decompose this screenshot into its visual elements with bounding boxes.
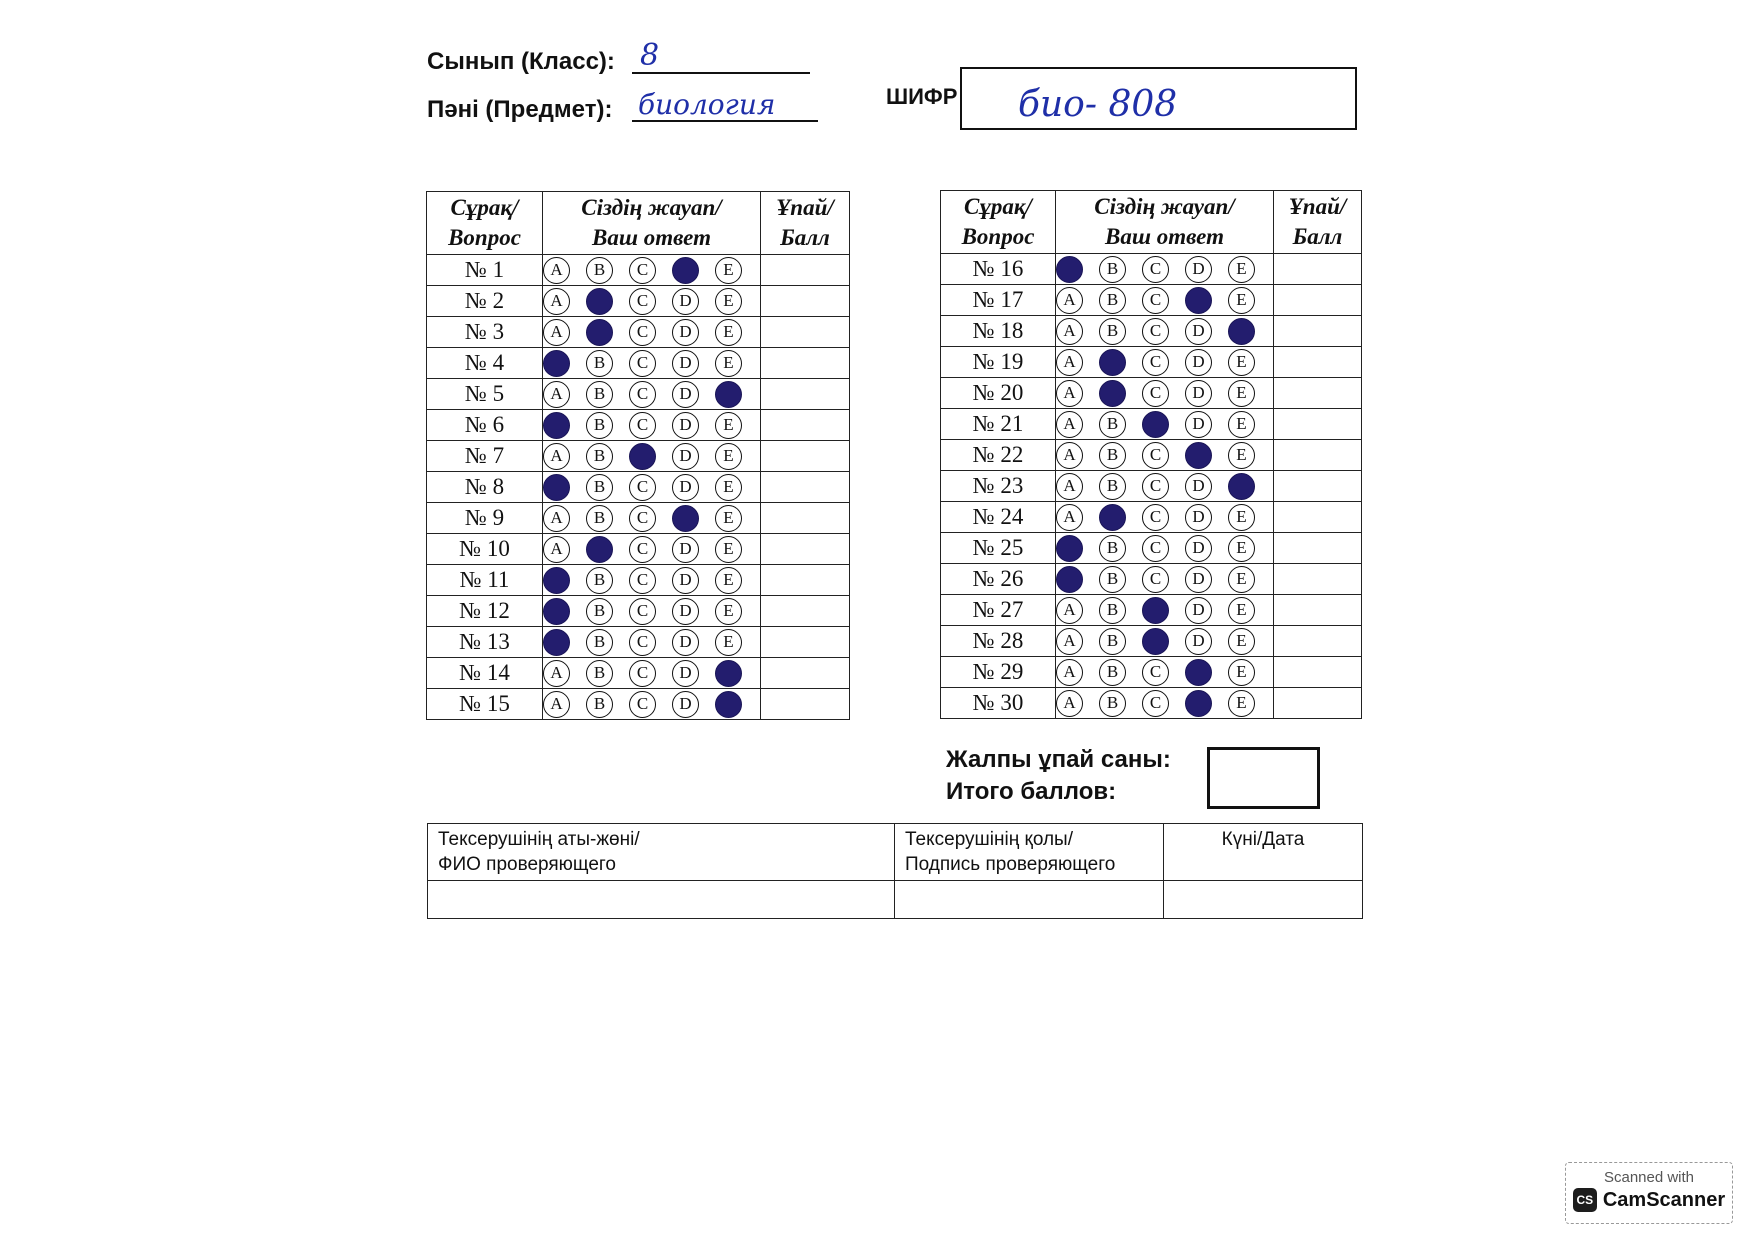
answer-bubble-c[interactable]: C	[629, 288, 656, 315]
table-row	[941, 502, 1362, 533]
table-row	[427, 472, 850, 503]
answer-bubble-a[interactable]: A	[1056, 690, 1083, 717]
question-number: № 13	[427, 627, 543, 658]
answer-bubble-d[interactable]: D	[1185, 411, 1212, 438]
answer-bubble-c[interactable]: C	[629, 691, 656, 718]
answer-bubble-c[interactable]	[1142, 411, 1169, 438]
table-row	[941, 409, 1362, 440]
answer-options	[1056, 564, 1274, 595]
answer-bubble-b[interactable]: B	[586, 350, 613, 377]
score-cell[interactable]	[761, 596, 850, 627]
answer-bubble-d[interactable]: D	[672, 350, 699, 377]
class-label: Сынып (Класс):	[427, 48, 615, 75]
answer-bubble-d[interactable]: D	[672, 319, 699, 346]
answer-bubble-e[interactable]	[715, 691, 742, 718]
answer-bubble-a[interactable]: A	[543, 691, 570, 718]
score-cell[interactable]	[761, 348, 850, 379]
question-number: № 21	[941, 409, 1056, 440]
answer-bubble-a[interactable]: A	[1056, 318, 1083, 345]
answer-options	[1056, 595, 1274, 626]
question-number: № 2	[427, 286, 543, 317]
answer-bubble-b[interactable]: B	[1099, 659, 1126, 686]
answer-bubble-e[interactable]: E	[1228, 442, 1255, 469]
question-number: № 25	[941, 533, 1056, 564]
answer-bubble-c[interactable]: C	[629, 474, 656, 501]
answer-bubble-e[interactable]: E	[1228, 256, 1255, 283]
score-cell[interactable]	[1274, 471, 1362, 502]
answer-bubble-c[interactable]: C	[1142, 349, 1169, 376]
answer-bubble-d[interactable]: D	[672, 474, 699, 501]
score-cell[interactable]	[1274, 657, 1362, 688]
answer-header: Сіздің жауап/ Ваш ответ	[543, 192, 761, 255]
answer-bubble-e[interactable]: E	[1228, 628, 1255, 655]
answer-bubble-b[interactable]	[586, 288, 613, 315]
answer-bubble-c[interactable]: C	[629, 350, 656, 377]
answer-bubble-a[interactable]: A	[1056, 411, 1083, 438]
answer-bubble-a[interactable]: A	[543, 288, 570, 315]
answer-bubble-a[interactable]	[543, 474, 570, 501]
answer-bubble-c[interactable]: C	[629, 319, 656, 346]
answer-bubble-c[interactable]: C	[1142, 442, 1169, 469]
answer-bubble-d[interactable]: D	[672, 288, 699, 315]
total-label	[946, 744, 1171, 808]
answer-bubble-a[interactable]: A	[1056, 473, 1083, 500]
answer-bubble-e[interactable]: E	[715, 598, 742, 625]
answer-bubble-c[interactable]: C	[629, 505, 656, 532]
answer-bubble-e[interactable]: E	[715, 505, 742, 532]
answer-bubble-a[interactable]	[1056, 256, 1083, 283]
answer-options	[543, 503, 761, 534]
answer-bubble-d[interactable]: D	[1185, 318, 1212, 345]
score-cell[interactable]	[1274, 285, 1362, 316]
answer-bubble-b[interactable]: B	[586, 505, 613, 532]
answer-options	[1056, 471, 1274, 502]
table-row	[941, 254, 1362, 285]
answer-options	[543, 441, 761, 472]
answer-bubble-d[interactable]: D	[672, 412, 699, 439]
table-row	[427, 441, 850, 472]
answer-bubble-d[interactable]	[672, 505, 699, 532]
table-row	[941, 533, 1362, 564]
answer-header: Сіздің жауап/ Ваш ответ	[1056, 191, 1274, 254]
answer-bubble-a[interactable]: A	[1056, 504, 1083, 531]
answer-bubble-a[interactable]: A	[543, 443, 570, 470]
camscanner-name: CamScanner	[1602, 1188, 1726, 1211]
score-cell[interactable]	[761, 658, 850, 689]
answer-bubble-c[interactable]: C	[629, 412, 656, 439]
score-cell[interactable]	[1274, 378, 1362, 409]
answer-options	[1056, 440, 1274, 471]
score-cell[interactable]	[761, 565, 850, 596]
answer-options	[1056, 502, 1274, 533]
answer-bubble-d[interactable]: D	[1185, 597, 1212, 624]
answer-options	[1056, 409, 1274, 440]
score-cell[interactable]	[1274, 533, 1362, 564]
answer-options	[543, 348, 761, 379]
question-number: № 16	[941, 254, 1056, 285]
answer-bubble-d[interactable]: D	[672, 598, 699, 625]
answer-bubble-e[interactable]	[715, 660, 742, 687]
score-cell[interactable]	[1274, 626, 1362, 657]
question-header: Сұрақ/ Вопрос	[941, 191, 1056, 254]
answer-bubble-b[interactable]: B	[1099, 628, 1126, 655]
answer-bubble-e[interactable]: E	[715, 567, 742, 594]
answer-bubble-c[interactable]: C	[629, 536, 656, 563]
score-cell[interactable]	[1274, 254, 1362, 285]
question-number: № 17	[941, 285, 1056, 316]
answer-bubble-b[interactable]: B	[1099, 287, 1126, 314]
answer-bubble-e[interactable]: E	[715, 257, 742, 284]
question-number: № 11	[427, 565, 543, 596]
question-number: № 26	[941, 564, 1056, 595]
answer-bubble-d[interactable]: D	[1185, 380, 1212, 407]
table-row	[427, 317, 850, 348]
answer-options	[543, 410, 761, 441]
answer-bubble-a[interactable]: A	[543, 660, 570, 687]
question-number: № 4	[427, 348, 543, 379]
checker-date-cell[interactable]	[1164, 881, 1363, 919]
answer-bubble-b[interactable]: B	[586, 691, 613, 718]
answer-bubble-c[interactable]	[1142, 597, 1169, 624]
answer-bubble-e[interactable]: E	[1228, 504, 1255, 531]
scanned-with-text: Scanned with	[1603, 1169, 1695, 1186]
answer-bubble-c[interactable]: C	[629, 660, 656, 687]
answer-options	[1056, 378, 1274, 409]
subject-value: биология	[638, 88, 776, 121]
score-cell[interactable]	[761, 534, 850, 565]
answer-bubble-b[interactable]: B	[586, 567, 613, 594]
score-cell[interactable]	[761, 441, 850, 472]
table-row	[427, 658, 850, 689]
answer-options	[1056, 316, 1274, 347]
answer-bubble-d[interactable]: D	[672, 629, 699, 656]
answer-bubble-c[interactable]: C	[1142, 690, 1169, 717]
answer-bubble-c[interactable]: C	[629, 567, 656, 594]
answer-bubble-b[interactable]: B	[586, 474, 613, 501]
answer-bubble-e[interactable]: E	[1228, 380, 1255, 407]
question-number: № 9	[427, 503, 543, 534]
answer-bubble-e[interactable]	[1228, 318, 1255, 345]
table-row	[427, 379, 850, 410]
score-cell[interactable]	[761, 410, 850, 441]
question-number: № 1	[427, 255, 543, 286]
total-label-kz: Жалпы ұпай саны:	[946, 746, 1171, 773]
answer-bubble-c[interactable]: C	[1142, 504, 1169, 531]
score-cell[interactable]	[1274, 502, 1362, 533]
question-number: № 14	[427, 658, 543, 689]
answer-options	[543, 658, 761, 689]
question-number: № 23	[941, 471, 1056, 502]
question-number: № 22	[941, 440, 1056, 471]
subject-label: Пәні (Предмет):	[427, 96, 613, 123]
answer-bubble-a[interactable]	[543, 350, 570, 377]
score-cell[interactable]	[1274, 564, 1362, 595]
answer-bubble-e[interactable]: E	[715, 629, 742, 656]
answer-bubble-d[interactable]: D	[672, 567, 699, 594]
checker-sign-header: Тексерушінің қолы/ Подпись проверяющего	[895, 824, 1164, 881]
question-number: № 24	[941, 502, 1056, 533]
answer-bubble-d[interactable]: D	[672, 381, 699, 408]
answer-bubble-a[interactable]: A	[1056, 380, 1083, 407]
answer-options	[1056, 254, 1274, 285]
answer-bubble-e[interactable]: E	[715, 443, 742, 470]
table-row	[427, 565, 850, 596]
checker-name-cell[interactable]	[428, 881, 895, 919]
answer-bubble-a[interactable]: A	[1056, 442, 1083, 469]
answer-bubble-c[interactable]: C	[629, 257, 656, 284]
answer-bubble-d[interactable]: D	[1185, 535, 1212, 562]
table-row	[941, 626, 1362, 657]
answer-bubble-e[interactable]	[1228, 473, 1255, 500]
answer-bubble-d[interactable]	[1185, 287, 1212, 314]
answer-bubble-e[interactable]: E	[715, 288, 742, 315]
table-row	[941, 285, 1362, 316]
answer-bubble-d[interactable]	[1185, 659, 1212, 686]
answer-bubble-e[interactable]: E	[715, 474, 742, 501]
table-row	[427, 255, 850, 286]
answer-options	[543, 627, 761, 658]
checker-table	[427, 823, 1363, 919]
answer-bubble-a[interactable]	[1056, 566, 1083, 593]
question-number: № 8	[427, 472, 543, 503]
answer-options	[543, 534, 761, 565]
answer-bubble-c[interactable]: C	[1142, 566, 1169, 593]
answer-bubble-d[interactable]: D	[672, 691, 699, 718]
answer-bubble-b[interactable]: B	[586, 443, 613, 470]
table-row	[427, 627, 850, 658]
answer-bubble-d[interactable]: D	[1185, 628, 1212, 655]
answer-bubble-e[interactable]: E	[715, 536, 742, 563]
table-row	[941, 378, 1362, 409]
score-cell[interactable]	[761, 503, 850, 534]
score-cell[interactable]	[761, 255, 850, 286]
answer-bubble-a[interactable]	[543, 598, 570, 625]
answer-bubble-b[interactable]: B	[1099, 690, 1126, 717]
score-header: Ұпай/ Балл	[761, 192, 850, 255]
answer-bubble-d[interactable]: D	[1185, 504, 1212, 531]
answer-bubble-b[interactable]	[1099, 349, 1126, 376]
table-row	[427, 503, 850, 534]
question-number: № 19	[941, 347, 1056, 378]
table-row	[941, 471, 1362, 502]
score-cell[interactable]	[1274, 688, 1362, 719]
answer-bubble-d[interactable]: D	[1185, 256, 1212, 283]
answer-bubble-b[interactable]: B	[586, 598, 613, 625]
answer-bubble-b[interactable]: B	[1099, 256, 1126, 283]
camscanner-watermark	[1565, 1162, 1733, 1224]
answer-options	[1056, 347, 1274, 378]
answer-bubble-c[interactable]: C	[629, 629, 656, 656]
answer-bubble-a[interactable]: A	[543, 536, 570, 563]
answer-bubble-d[interactable]: D	[672, 536, 699, 563]
answer-bubble-c[interactable]: C	[1142, 535, 1169, 562]
answer-bubble-e[interactable]: E	[715, 350, 742, 377]
answer-options	[543, 596, 761, 627]
answer-bubble-e[interactable]: E	[1228, 411, 1255, 438]
score-cell[interactable]	[1274, 440, 1362, 471]
answer-options	[543, 286, 761, 317]
table-row	[941, 657, 1362, 688]
answer-bubble-a[interactable]	[1056, 535, 1083, 562]
table-row	[427, 410, 850, 441]
checker-date-header: Күні/Дата	[1164, 824, 1363, 881]
answer-bubble-c[interactable]: C	[629, 598, 656, 625]
answer-bubble-a[interactable]	[543, 567, 570, 594]
score-cell[interactable]	[761, 472, 850, 503]
answer-bubble-e[interactable]: E	[1228, 597, 1255, 624]
answer-options	[543, 565, 761, 596]
table-row	[941, 688, 1362, 719]
question-number: № 5	[427, 379, 543, 410]
score-cell[interactable]	[761, 689, 850, 720]
answer-bubble-a[interactable]	[543, 412, 570, 439]
answer-bubble-a[interactable]: A	[543, 505, 570, 532]
question-number: № 10	[427, 534, 543, 565]
question-header: Сұрақ/ Вопрос	[427, 192, 543, 255]
question-number: № 12	[427, 596, 543, 627]
answer-bubble-b[interactable]: B	[586, 629, 613, 656]
answer-bubble-b[interactable]: B	[1099, 411, 1126, 438]
score-cell[interactable]	[1274, 316, 1362, 347]
score-cell[interactable]	[761, 286, 850, 317]
answer-bubble-d[interactable]	[672, 257, 699, 284]
answer-bubble-c[interactable]: C	[1142, 659, 1169, 686]
answer-bubble-a[interactable]: A	[543, 319, 570, 346]
answer-bubble-d[interactable]: D	[672, 660, 699, 687]
answer-bubble-b[interactable]	[586, 319, 613, 346]
answer-options	[543, 317, 761, 348]
answer-bubble-c[interactable]: C	[629, 381, 656, 408]
table-row	[941, 440, 1362, 471]
answer-bubble-e[interactable]: E	[715, 412, 742, 439]
answer-bubble-b[interactable]: B	[586, 412, 613, 439]
answer-bubble-b[interactable]: B	[586, 257, 613, 284]
answer-table-left	[426, 191, 850, 720]
answer-options	[543, 689, 761, 720]
question-number: № 18	[941, 316, 1056, 347]
table-row	[941, 347, 1362, 378]
answer-bubble-b[interactable]: B	[1099, 318, 1126, 345]
answer-bubble-c[interactable]: C	[1142, 473, 1169, 500]
answer-bubble-b[interactable]	[586, 536, 613, 563]
answer-bubble-c[interactable]: C	[1142, 318, 1169, 345]
table-row	[941, 316, 1362, 347]
question-number: № 7	[427, 441, 543, 472]
checker-name-header: Тексерушінің аты-жөні/ ФИО проверяющего	[428, 824, 895, 881]
score-cell[interactable]	[1274, 595, 1362, 626]
score-cell[interactable]	[761, 379, 850, 410]
question-number: № 3	[427, 317, 543, 348]
answer-bubble-e[interactable]: E	[1228, 690, 1255, 717]
answer-bubble-b[interactable]: B	[586, 660, 613, 687]
answer-bubble-e[interactable]	[715, 381, 742, 408]
question-number: № 20	[941, 378, 1056, 409]
answer-bubble-c[interactable]: C	[1142, 256, 1169, 283]
score-cell[interactable]	[761, 317, 850, 348]
answer-bubble-a[interactable]: A	[543, 257, 570, 284]
answer-bubble-b[interactable]: B	[1099, 566, 1126, 593]
score-cell[interactable]	[1274, 409, 1362, 440]
code-value: био- 808	[1018, 84, 1178, 125]
answer-bubble-d[interactable]	[1185, 442, 1212, 469]
table-row	[941, 564, 1362, 595]
code-label: ШИФР	[886, 84, 958, 109]
answer-bubble-a[interactable]: A	[1056, 287, 1083, 314]
answer-bubble-a[interactable]: A	[1056, 597, 1083, 624]
answer-bubble-d[interactable]: D	[1185, 349, 1212, 376]
table-row	[427, 689, 850, 720]
answer-options	[1056, 657, 1274, 688]
camscanner-logo-icon: CS	[1573, 1188, 1597, 1212]
answer-bubble-b[interactable]: B	[1099, 597, 1126, 624]
answer-bubble-c[interactable]: C	[1142, 380, 1169, 407]
answer-bubble-b[interactable]: B	[1099, 473, 1126, 500]
answer-options	[543, 255, 761, 286]
answer-bubble-b[interactable]: B	[1099, 535, 1126, 562]
total-label-ru: Итого баллов:	[946, 778, 1117, 805]
answer-bubble-d[interactable]: D	[672, 443, 699, 470]
answer-bubble-b[interactable]	[1099, 504, 1126, 531]
question-number: № 30	[941, 688, 1056, 719]
question-number: № 27	[941, 595, 1056, 626]
question-number: № 6	[427, 410, 543, 441]
answer-options	[543, 472, 761, 503]
answer-table-right	[940, 190, 1362, 719]
answer-bubble-a[interactable]: A	[1056, 628, 1083, 655]
answer-bubble-a[interactable]: A	[543, 381, 570, 408]
answer-bubble-d[interactable]: D	[1185, 473, 1212, 500]
answer-bubble-e[interactable]: E	[1228, 287, 1255, 314]
score-header: Ұпай/ Балл	[1274, 191, 1362, 254]
answer-bubble-c[interactable]	[629, 443, 656, 470]
checker-sign-cell[interactable]	[895, 881, 1164, 919]
answer-bubble-b[interactable]: B	[1099, 442, 1126, 469]
answer-options	[543, 379, 761, 410]
answer-bubble-e[interactable]: E	[1228, 566, 1255, 593]
answer-bubble-d[interactable]: D	[1185, 566, 1212, 593]
answer-bubble-e[interactable]: E	[1228, 659, 1255, 686]
table-row	[427, 348, 850, 379]
score-cell[interactable]	[1274, 347, 1362, 378]
question-number: № 28	[941, 626, 1056, 657]
table-row	[427, 596, 850, 627]
answer-bubble-a[interactable]	[543, 629, 570, 656]
answer-bubble-a[interactable]: A	[1056, 659, 1083, 686]
answer-bubble-a[interactable]: A	[1056, 349, 1083, 376]
table-row	[427, 286, 850, 317]
answer-bubble-e[interactable]: E	[715, 319, 742, 346]
answer-options	[1056, 688, 1274, 719]
answer-bubble-e[interactable]: E	[1228, 349, 1255, 376]
answer-bubble-b[interactable]	[1099, 380, 1126, 407]
question-number: № 15	[427, 689, 543, 720]
answer-bubble-b[interactable]: B	[586, 381, 613, 408]
answer-options	[1056, 533, 1274, 564]
answer-options	[1056, 626, 1274, 657]
answer-bubble-c[interactable]: C	[1142, 287, 1169, 314]
score-cell[interactable]	[761, 627, 850, 658]
total-score-box[interactable]	[1207, 747, 1320, 809]
answer-bubble-c[interactable]	[1142, 628, 1169, 655]
answer-options	[1056, 285, 1274, 316]
table-row	[941, 595, 1362, 626]
answer-bubble-e[interactable]: E	[1228, 535, 1255, 562]
question-number: № 29	[941, 657, 1056, 688]
answer-bubble-d[interactable]	[1185, 690, 1212, 717]
class-value: 8	[640, 38, 660, 73]
table-row	[427, 534, 850, 565]
